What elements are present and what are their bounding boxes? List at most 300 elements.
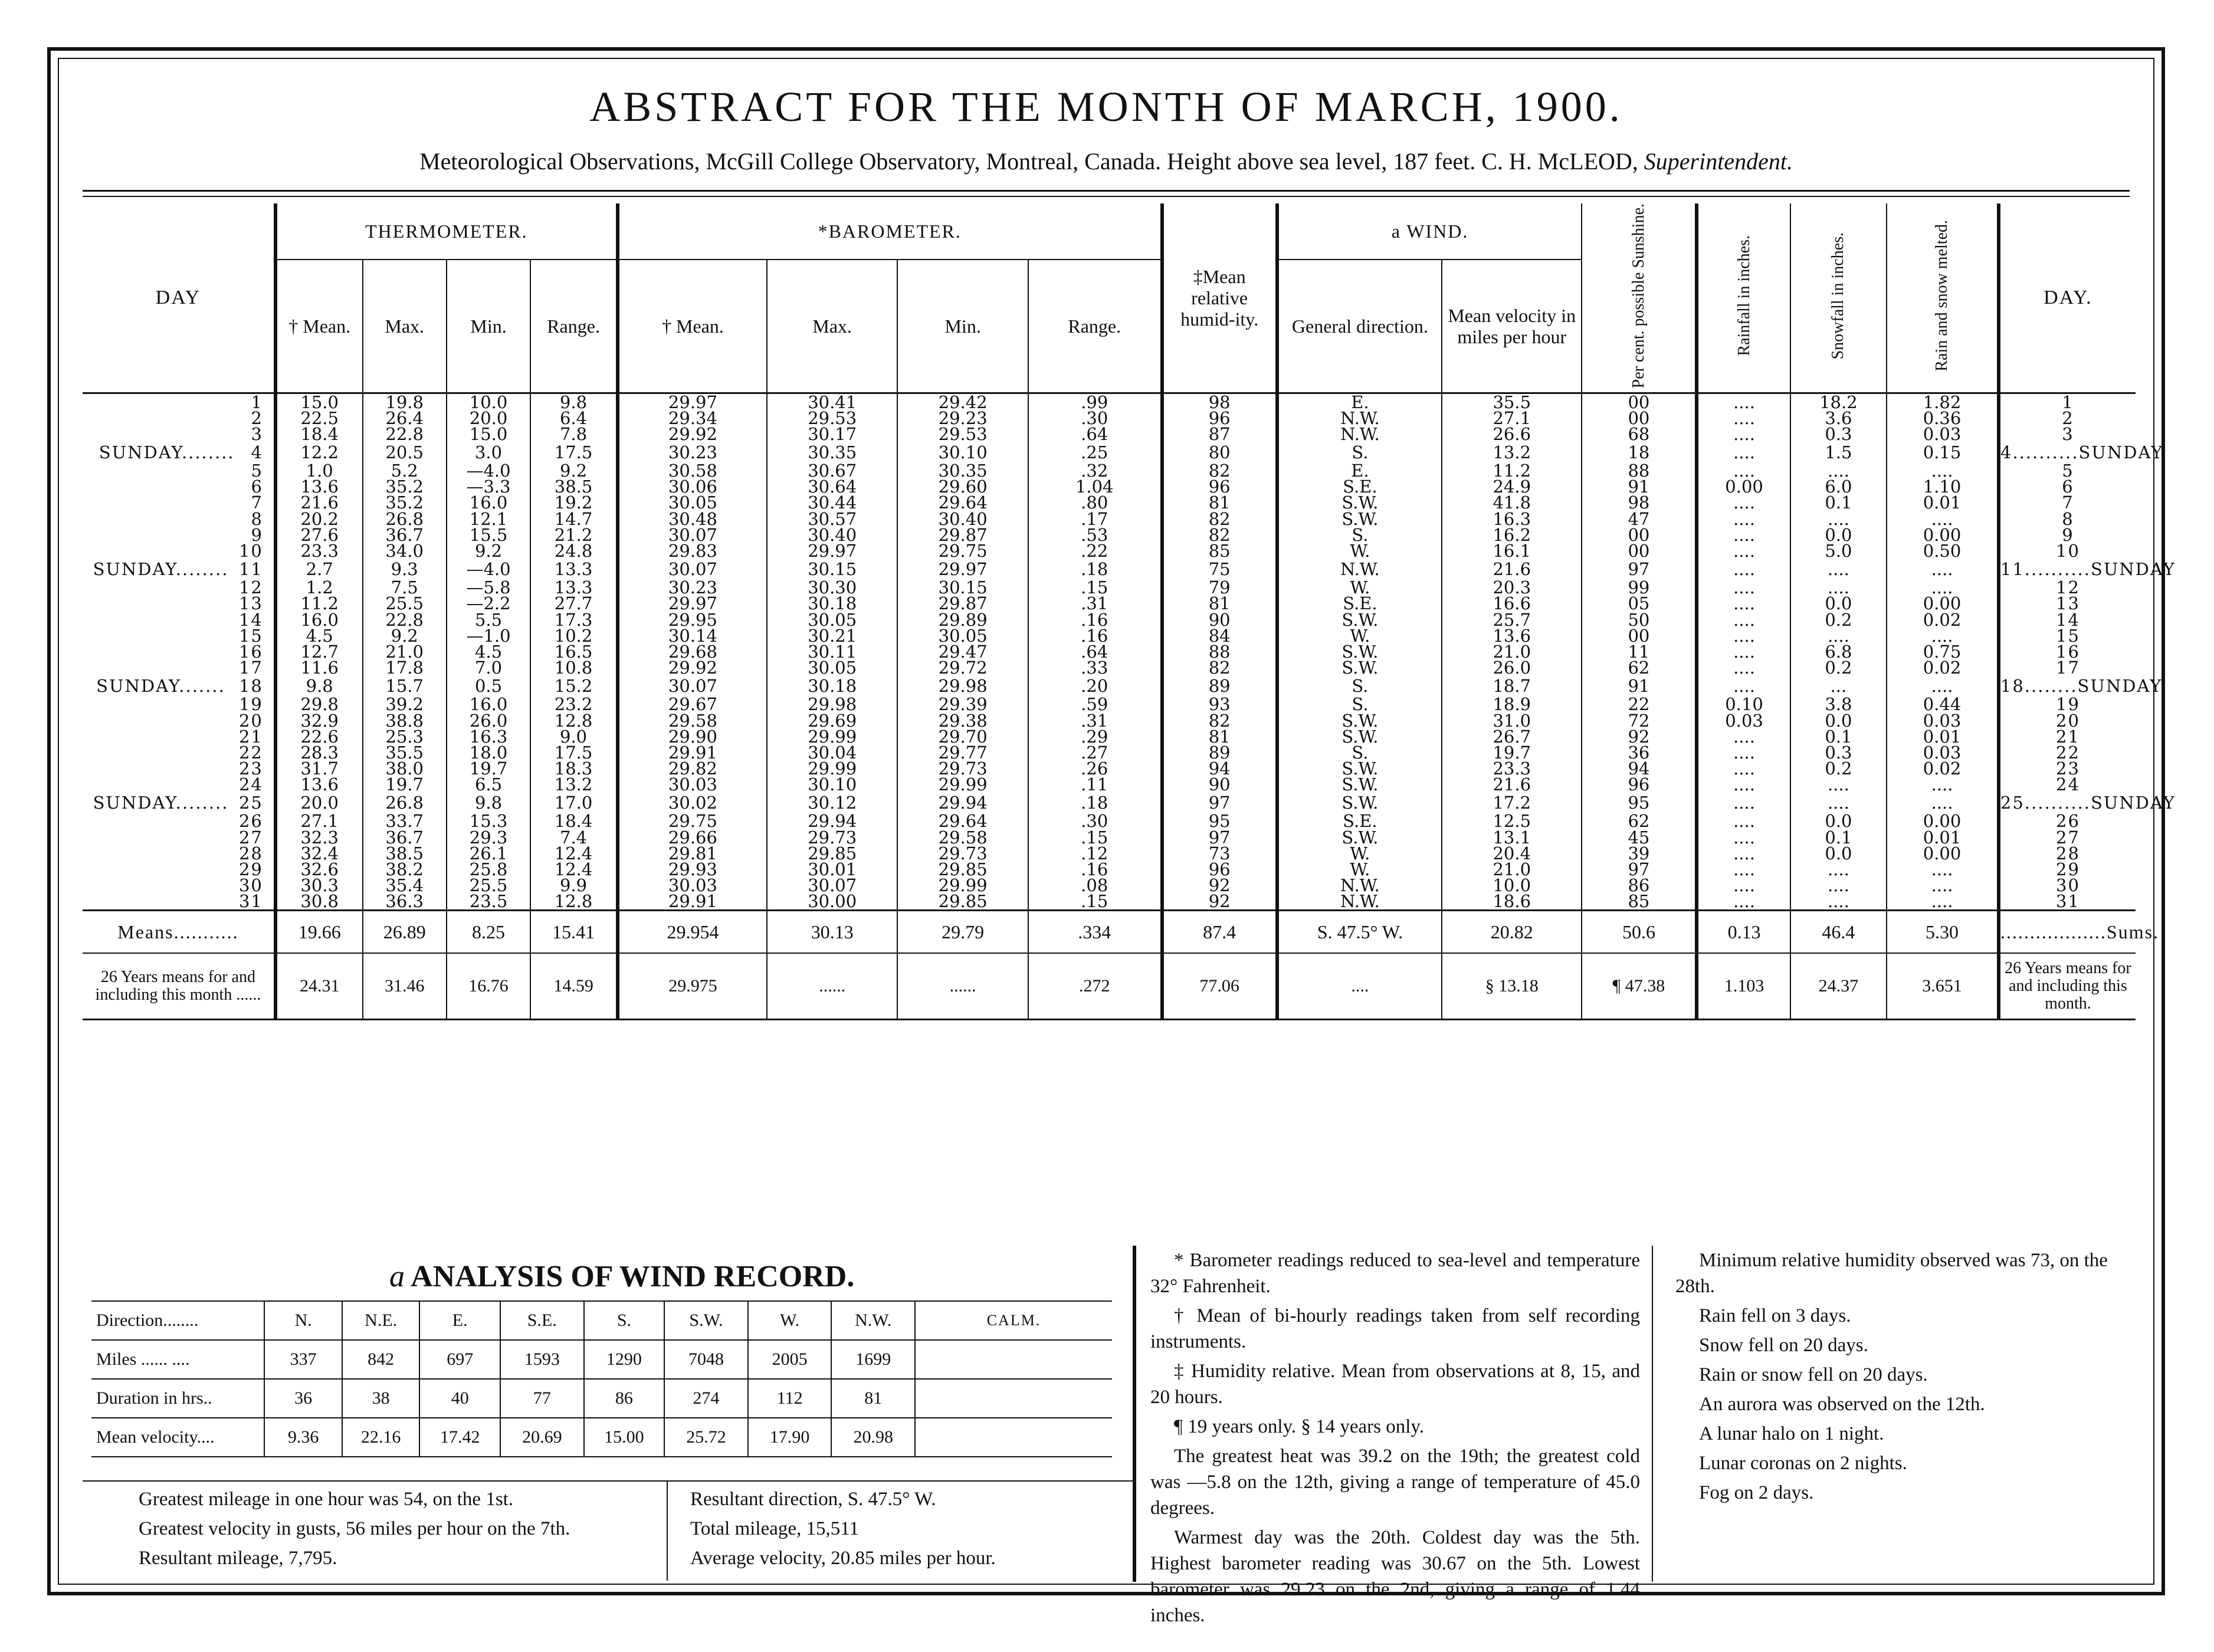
means-cell: 0.13 — [1697, 911, 1790, 954]
day-cell: 39.2 — [363, 697, 447, 712]
note-paragraph: Average velocity, 20.85 miles per hour. — [690, 1548, 996, 1569]
day-cell: 22.8 — [363, 612, 447, 628]
day-cell: 2 — [1999, 410, 2136, 426]
col-snowfall: Snowfall in inches. — [1790, 203, 1887, 393]
day-cell: .... — [1697, 442, 1790, 463]
day-cell: .15 — [1028, 580, 1162, 596]
day-cell: 0.02 — [1887, 761, 1999, 777]
day-cell: 6.8 — [1790, 644, 1887, 660]
day-cell: 13.3 — [530, 559, 618, 580]
day-number: 18 — [238, 676, 263, 697]
day-cell: 14.7 — [530, 511, 618, 527]
day-cell: S. — [1277, 745, 1442, 761]
day-cell: 30.18 — [767, 596, 897, 612]
day-cell: 15.7 — [363, 676, 447, 697]
day-cell: 18.7 — [1442, 676, 1582, 697]
day-cell: 19 — [1999, 697, 2136, 712]
day-cell: 38.5 — [530, 479, 618, 495]
day-cell: 20.2 — [275, 511, 363, 527]
wind-cell: 40 — [419, 1379, 500, 1418]
day-cell: 30.40 — [897, 511, 1028, 527]
day-cell: 26.6 — [1442, 426, 1582, 442]
day-cell: 97 — [1162, 830, 1277, 846]
day-cell: 29.89 — [897, 612, 1028, 628]
day-cell: 29.99 — [897, 878, 1028, 894]
means-right-label: ..................Sums. — [1999, 911, 2136, 954]
day-cell: 96 — [1582, 777, 1697, 793]
day-cell: 28.3 — [275, 745, 363, 761]
wind-cell: 81 — [831, 1379, 915, 1418]
day-cell: —2.2 — [447, 596, 530, 612]
day-cell: 29.85 — [897, 862, 1028, 878]
day-cell: 31 — [1999, 894, 2136, 911]
note-paragraph: Lunar coronas on 2 nights. — [1699, 1453, 1907, 1474]
day-cell: 87 — [1162, 426, 1277, 442]
day-cell: N.W. — [1277, 559, 1442, 580]
day-number: 11 — [238, 559, 263, 580]
day-cell: 16.2 — [1442, 527, 1582, 543]
years-cell: 16.76 — [447, 953, 530, 1020]
day-cell: 98 — [1582, 495, 1697, 511]
years-cell: ...... — [897, 953, 1028, 1020]
day-cell: S.E. — [1277, 813, 1442, 829]
day-cell: .... — [1697, 660, 1790, 676]
day-cell: W. — [1277, 862, 1442, 878]
day-cell: 0.01 — [1887, 495, 1999, 511]
day-cell: 13.3 — [530, 580, 618, 596]
page-frame — [47, 47, 2176, 1626]
means-cell: 5.30 — [1887, 911, 1999, 954]
day-number: 1 — [251, 392, 263, 412]
wind-cell: 25.72 — [664, 1418, 748, 1457]
day-cell: 29.87 — [897, 527, 1028, 543]
day-cell: 10.0 — [447, 393, 530, 410]
years-cell: 77.06 — [1162, 953, 1277, 1020]
day-cell: 27.6 — [275, 527, 363, 543]
wind-cell: W. — [748, 1301, 832, 1340]
day-cell: .... — [1697, 580, 1790, 596]
day-cell: .... — [1697, 393, 1790, 410]
day-cell: 91 — [1582, 479, 1697, 495]
day-cell: 75 — [1162, 559, 1277, 580]
day-cell: 30.05 — [618, 495, 767, 511]
day-cell: S. — [1277, 442, 1442, 463]
day-cell: 29.99 — [897, 777, 1028, 793]
sunday-label: SUNDAY........ — [99, 442, 235, 462]
wind-row — [91, 1340, 1112, 1379]
day-cell: 18.9 — [1442, 697, 1582, 712]
day-cell: .16 — [1028, 612, 1162, 628]
day-cell: 35.2 — [363, 495, 447, 511]
day-cell: 81 — [1162, 729, 1277, 745]
day-cell: 29.83 — [618, 543, 767, 559]
day-cell: 7 — [1999, 495, 2136, 511]
day-cell: 24.9 — [1442, 479, 1582, 495]
day-cell: 9.2 — [530, 463, 618, 479]
day-cell: 17.2 — [1442, 793, 1582, 813]
day-cell: .... — [1887, 894, 1999, 911]
day-cell: 5.5 — [447, 612, 530, 628]
day-cell: 95 — [1162, 813, 1277, 829]
means-cell: S. 47.5° W. — [1277, 911, 1442, 954]
day-cell: N.W. — [1277, 878, 1442, 894]
day-cell: 9.9 — [530, 878, 618, 894]
day-cell: 6.4 — [530, 410, 618, 426]
wind-row-label: Direction........ — [91, 1301, 264, 1340]
day-cell: 22.8 — [363, 426, 447, 442]
title-rule — [83, 190, 2130, 192]
years-row — [83, 953, 2136, 1020]
day-cell: E. — [1277, 393, 1442, 410]
day-cell: .... — [1697, 559, 1790, 580]
day-cell: 68 — [1582, 426, 1697, 442]
day-cell: 98 — [1162, 393, 1277, 410]
day-cell: 13.6 — [275, 777, 363, 793]
day-cell: 29.69 — [767, 712, 897, 728]
day-row — [83, 894, 2136, 911]
day-cell: 13.2 — [530, 777, 618, 793]
day-cell: 97 — [1162, 793, 1277, 813]
day-cell: 16.3 — [447, 729, 530, 745]
day-cell: S. — [1277, 697, 1442, 712]
wind-cell: CALM. — [915, 1301, 1112, 1340]
day-cell: W. — [1277, 543, 1442, 559]
day-row — [83, 426, 2136, 442]
day-number: 17 — [238, 658, 263, 678]
day-cell: 1.10 — [1887, 479, 1999, 495]
means-cell: .334 — [1028, 911, 1162, 954]
day-cell: 0.0 — [1790, 846, 1887, 862]
note-paragraph: ‡ Humidity relative. Mean from observations at 8, 15, and 20 hours. — [1150, 1361, 1640, 1408]
day-cell: .... — [1697, 676, 1790, 697]
day-cell: 0.03 — [1887, 745, 1999, 761]
col-baro-max: Max. — [767, 260, 897, 393]
day-cell: 23.3 — [275, 543, 363, 559]
day-cell: 81 — [1162, 495, 1277, 511]
day-number: 26 — [238, 811, 263, 832]
note-paragraph: ¶ 19 years only. § 14 years only. — [1174, 1416, 1425, 1437]
day-cell: 30.35 — [767, 442, 897, 463]
wind-cell: 337 — [264, 1340, 342, 1379]
day-cell: 0.1 — [1790, 830, 1887, 846]
day-cell: 21.0 — [363, 644, 447, 660]
day-cell: —4.0 — [447, 463, 530, 479]
day-cell: W. — [1277, 846, 1442, 862]
day-cell: 23.2 — [530, 697, 618, 712]
day-cell: .... — [1697, 596, 1790, 612]
day-cell: 30.15 — [767, 559, 897, 580]
day-cell: .... — [1790, 777, 1887, 793]
col-wind: a WIND. — [1277, 203, 1582, 260]
day-cell: 32.9 — [275, 712, 363, 728]
day-cell: 29.92 — [618, 660, 767, 676]
day-cell: 0.75 — [1887, 644, 1999, 660]
day-cell: 4.5 — [447, 644, 530, 660]
day-cell: 0.2 — [1790, 761, 1887, 777]
day-cell: 10.0 — [1442, 878, 1582, 894]
day-cell: 16.6 — [1442, 596, 1582, 612]
day-cell: 30.02 — [618, 793, 767, 813]
day-number: 27 — [238, 827, 263, 848]
day-cell: 73 — [1162, 846, 1277, 862]
day-cell: 00 — [1582, 527, 1697, 543]
day-cell: 89 — [1162, 745, 1277, 761]
day-cell: .11 — [1028, 777, 1162, 793]
years-cell: § 13.18 — [1442, 953, 1582, 1020]
day-cell: 94 — [1582, 761, 1697, 777]
wind-cell: 38 — [342, 1379, 420, 1418]
wind-title-text: ANALYSIS OF WIND RECORD. — [411, 1260, 855, 1293]
day-cell: 25.3 — [363, 729, 447, 745]
wind-analysis-table — [91, 1300, 1112, 1457]
day-label-cell — [83, 660, 275, 676]
day-label-cell — [83, 891, 275, 912]
day-cell: —4.0 — [447, 559, 530, 580]
page-subtitle — [59, 147, 2153, 175]
day-cell: .... — [1887, 559, 1999, 580]
day-cell: 29.73 — [767, 830, 897, 846]
note-paragraph: Greatest mileage in one hour was 54, on the 1st. — [139, 1489, 514, 1510]
means-cell: 50.6 — [1582, 911, 1697, 954]
day-cell: 30.07 — [618, 559, 767, 580]
day-cell: .33 — [1028, 660, 1162, 676]
day-cell: 18 — [1582, 442, 1697, 463]
day-cell: 12.8 — [530, 894, 618, 911]
day-cell: 7.8 — [530, 426, 618, 442]
day-cell: .... — [1887, 878, 1999, 894]
day-cell: —3.3 — [447, 479, 530, 495]
day-cell: 26.4 — [363, 410, 447, 426]
day-row — [83, 442, 2136, 463]
day-row — [83, 559, 2136, 580]
means-cell: 19.66 — [275, 911, 363, 954]
day-cell: 11.2 — [275, 596, 363, 612]
day-cell: 29.99 — [767, 761, 897, 777]
day-cell: .... — [1697, 813, 1790, 829]
day-cell: 29.58 — [897, 830, 1028, 846]
day-cell: 29.95 — [618, 612, 767, 628]
day-cell: 29.94 — [897, 793, 1028, 813]
day-number: 4 — [251, 442, 263, 462]
day-cell: 15.5 — [447, 527, 530, 543]
day-number: 25 — [238, 793, 263, 813]
note-paragraph: Warmest day was the 20th. Coldest day was the 5th. Highest barometer reading was 30.67 on the 5th. Lowest barometer was 29.23 on the 2nd, giving a range of 1.44 inches. — [1150, 1527, 1640, 1626]
day-cell: 81 — [1162, 596, 1277, 612]
day-cell: —5.8 — [447, 580, 530, 596]
day-cell: 38.5 — [363, 846, 447, 862]
day-cell: 6.5 — [447, 777, 530, 793]
day-cell: .17 — [1028, 511, 1162, 527]
day-cell: S.W. — [1277, 495, 1442, 511]
day-cell: 00 — [1582, 628, 1697, 644]
day-cell: 9.3 — [363, 559, 447, 580]
wind-notes-mid — [690, 1486, 1127, 1575]
day-cell: 8 — [1999, 511, 2136, 527]
day-cell: 20 — [1999, 712, 2136, 728]
day-cell: .20 — [1028, 676, 1162, 697]
observations-table — [83, 203, 2176, 1020]
means-cell: 30.13 — [767, 911, 897, 954]
day-cell: 29.60 — [897, 479, 1028, 495]
col-baro-min: Min. — [897, 260, 1028, 393]
day-number: 15 — [238, 625, 263, 646]
day-cell: 25.8 — [447, 862, 530, 878]
day-cell: 30.48 — [618, 511, 767, 527]
note-paragraph: Greatest velocity in gusts, 56 miles per hour on the 7th. — [139, 1518, 570, 1539]
day-cell: 19.7 — [447, 761, 530, 777]
day-cell: .... — [1697, 426, 1790, 442]
day-cell: S.W. — [1277, 712, 1442, 728]
day-cell: 0.15 — [1887, 442, 1999, 463]
day-number: 3 — [251, 423, 263, 444]
day-cell: 30 — [1999, 878, 2136, 894]
day-cell: 30.00 — [767, 894, 897, 911]
day-cell: 9.8 — [275, 676, 363, 697]
day-cell: 12.8 — [530, 712, 618, 728]
day-cell: 0.03 — [1887, 712, 1999, 728]
day-cell: .... — [1887, 580, 1999, 596]
day-number: 30 — [238, 875, 263, 896]
col-baro-mean: † Mean. — [618, 260, 767, 393]
day-cell: 79 — [1162, 580, 1277, 596]
day-cell: 92 — [1162, 894, 1277, 911]
col-wind-direction: General direction. — [1277, 260, 1442, 393]
day-cell: .... — [1697, 463, 1790, 479]
day-cell: 35.5 — [1442, 393, 1582, 410]
wind-cell: 9.36 — [264, 1418, 342, 1457]
day-cell: 0.3 — [1790, 745, 1887, 761]
day-cell: 0.00 — [1887, 596, 1999, 612]
day-cell: .... — [1887, 862, 1999, 878]
day-cell: 30.64 — [767, 479, 897, 495]
day-cell: 22 — [1582, 697, 1697, 712]
day-cell: 0.01 — [1887, 729, 1999, 745]
day-cell: 25.5 — [447, 878, 530, 894]
day-row — [83, 777, 2136, 793]
day-cell: .... — [1887, 511, 1999, 527]
wind-cell — [915, 1340, 1112, 1379]
day-cell: 15.2 — [530, 676, 618, 697]
day-cell: 3 — [1999, 426, 2136, 442]
day-cell: 15 — [1999, 628, 2136, 644]
day-cell: 30.06 — [618, 479, 767, 495]
day-cell: 30.05 — [767, 660, 897, 676]
day-cell: .18 — [1028, 793, 1162, 813]
day-cell: 00 — [1582, 543, 1697, 559]
day-cell: 9.8 — [447, 793, 530, 813]
day-number: 9 — [251, 524, 263, 545]
day-cell: N.W. — [1277, 426, 1442, 442]
inner-frame — [58, 58, 2176, 1626]
day-cell: 30.05 — [767, 612, 897, 628]
day-number: 6 — [251, 477, 263, 497]
wind-cell: 15.00 — [584, 1418, 665, 1457]
day-label-cell — [83, 463, 275, 479]
day-cell: 84 — [1162, 628, 1277, 644]
day-cell: .... — [1697, 612, 1790, 628]
day-cell: 0.03 — [1887, 426, 1999, 442]
day-cell: 2.7 — [275, 559, 363, 580]
day-cell: 4..........SUNDAY — [1999, 442, 2136, 463]
day-cell: S.W. — [1277, 729, 1442, 745]
day-cell: 95 — [1582, 793, 1697, 813]
day-label-cell — [83, 479, 275, 495]
note-paragraph: The greatest heat was 39.2 on the 19th; the greatest cold was —5.8 on the 12th, giving a range of temperature of 45.0 degrees. — [1150, 1446, 1640, 1519]
day-number: 2 — [251, 408, 263, 428]
day-cell: 26.7 — [1442, 729, 1582, 745]
day-cell: S. — [1277, 527, 1442, 543]
day-cell: S. — [1277, 676, 1442, 697]
years-cell: 24.37 — [1790, 953, 1887, 1020]
day-cell: .... — [1790, 511, 1887, 527]
day-cell: 22 — [1999, 745, 2136, 761]
day-cell: 26.8 — [363, 511, 447, 527]
day-cell: 47 — [1582, 511, 1697, 527]
day-cell: 29.97 — [618, 393, 767, 410]
wind-cell: 274 — [664, 1379, 748, 1418]
day-cell: 25.7 — [1442, 612, 1582, 628]
day-cell: 29.67 — [618, 697, 767, 712]
day-cell: 9.2 — [363, 628, 447, 644]
wind-row-label: Miles ...... .... — [91, 1340, 264, 1379]
day-cell: 29.38 — [897, 712, 1028, 728]
day-cell: 16.5 — [530, 644, 618, 660]
wind-notes-rule — [83, 1480, 1133, 1482]
day-cell: .08 — [1028, 878, 1162, 894]
day-cell: 7.5 — [363, 580, 447, 596]
day-cell: 12.2 — [275, 442, 363, 463]
day-cell: 82 — [1162, 463, 1277, 479]
wind-cell: 697 — [419, 1340, 500, 1379]
col-therm-range: Range. — [530, 260, 618, 393]
day-cell: 30.12 — [767, 793, 897, 813]
day-cell: 30.03 — [618, 777, 767, 793]
means-cell: 29.79 — [897, 911, 1028, 954]
day-cell: .... — [1697, 777, 1790, 793]
day-cell: .... — [1887, 463, 1999, 479]
day-number: 8 — [251, 508, 263, 529]
day-cell: 11.6 — [275, 660, 363, 676]
day-cell: 29.64 — [897, 813, 1028, 829]
notes-divider — [1652, 1246, 1653, 1582]
day-number: 28 — [238, 843, 263, 863]
years-cell: 1.103 — [1697, 953, 1790, 1020]
day-cell: 29.92 — [618, 426, 767, 442]
day-cell: 13.6 — [1442, 628, 1582, 644]
day-cell: 31.0 — [1442, 712, 1582, 728]
day-cell: 29.72 — [897, 660, 1028, 676]
means-cell: 15.41 — [530, 911, 618, 954]
day-cell: 17.5 — [530, 745, 618, 761]
wind-row-label: Duration in hrs.. — [91, 1379, 264, 1418]
wind-row — [91, 1379, 1112, 1418]
day-cell: .... — [1887, 676, 1999, 697]
day-cell: 0.44 — [1887, 697, 1999, 712]
day-cell: 0.2 — [1790, 612, 1887, 628]
day-cell: 50 — [1582, 612, 1697, 628]
day-label-cell — [83, 793, 275, 813]
day-cell: 35.2 — [363, 479, 447, 495]
day-cell: 21.2 — [530, 527, 618, 543]
day-cell: 1.04 — [1028, 479, 1162, 495]
day-cell: 23.5 — [447, 894, 530, 911]
day-cell: 26.0 — [1442, 660, 1582, 676]
note-paragraph: Rain fell on 3 days. — [1699, 1305, 1851, 1326]
day-cell: 1.0 — [275, 463, 363, 479]
wind-cell: 7048 — [664, 1340, 748, 1379]
years-cell: .... — [1277, 953, 1442, 1020]
day-cell: .... — [1697, 793, 1790, 813]
